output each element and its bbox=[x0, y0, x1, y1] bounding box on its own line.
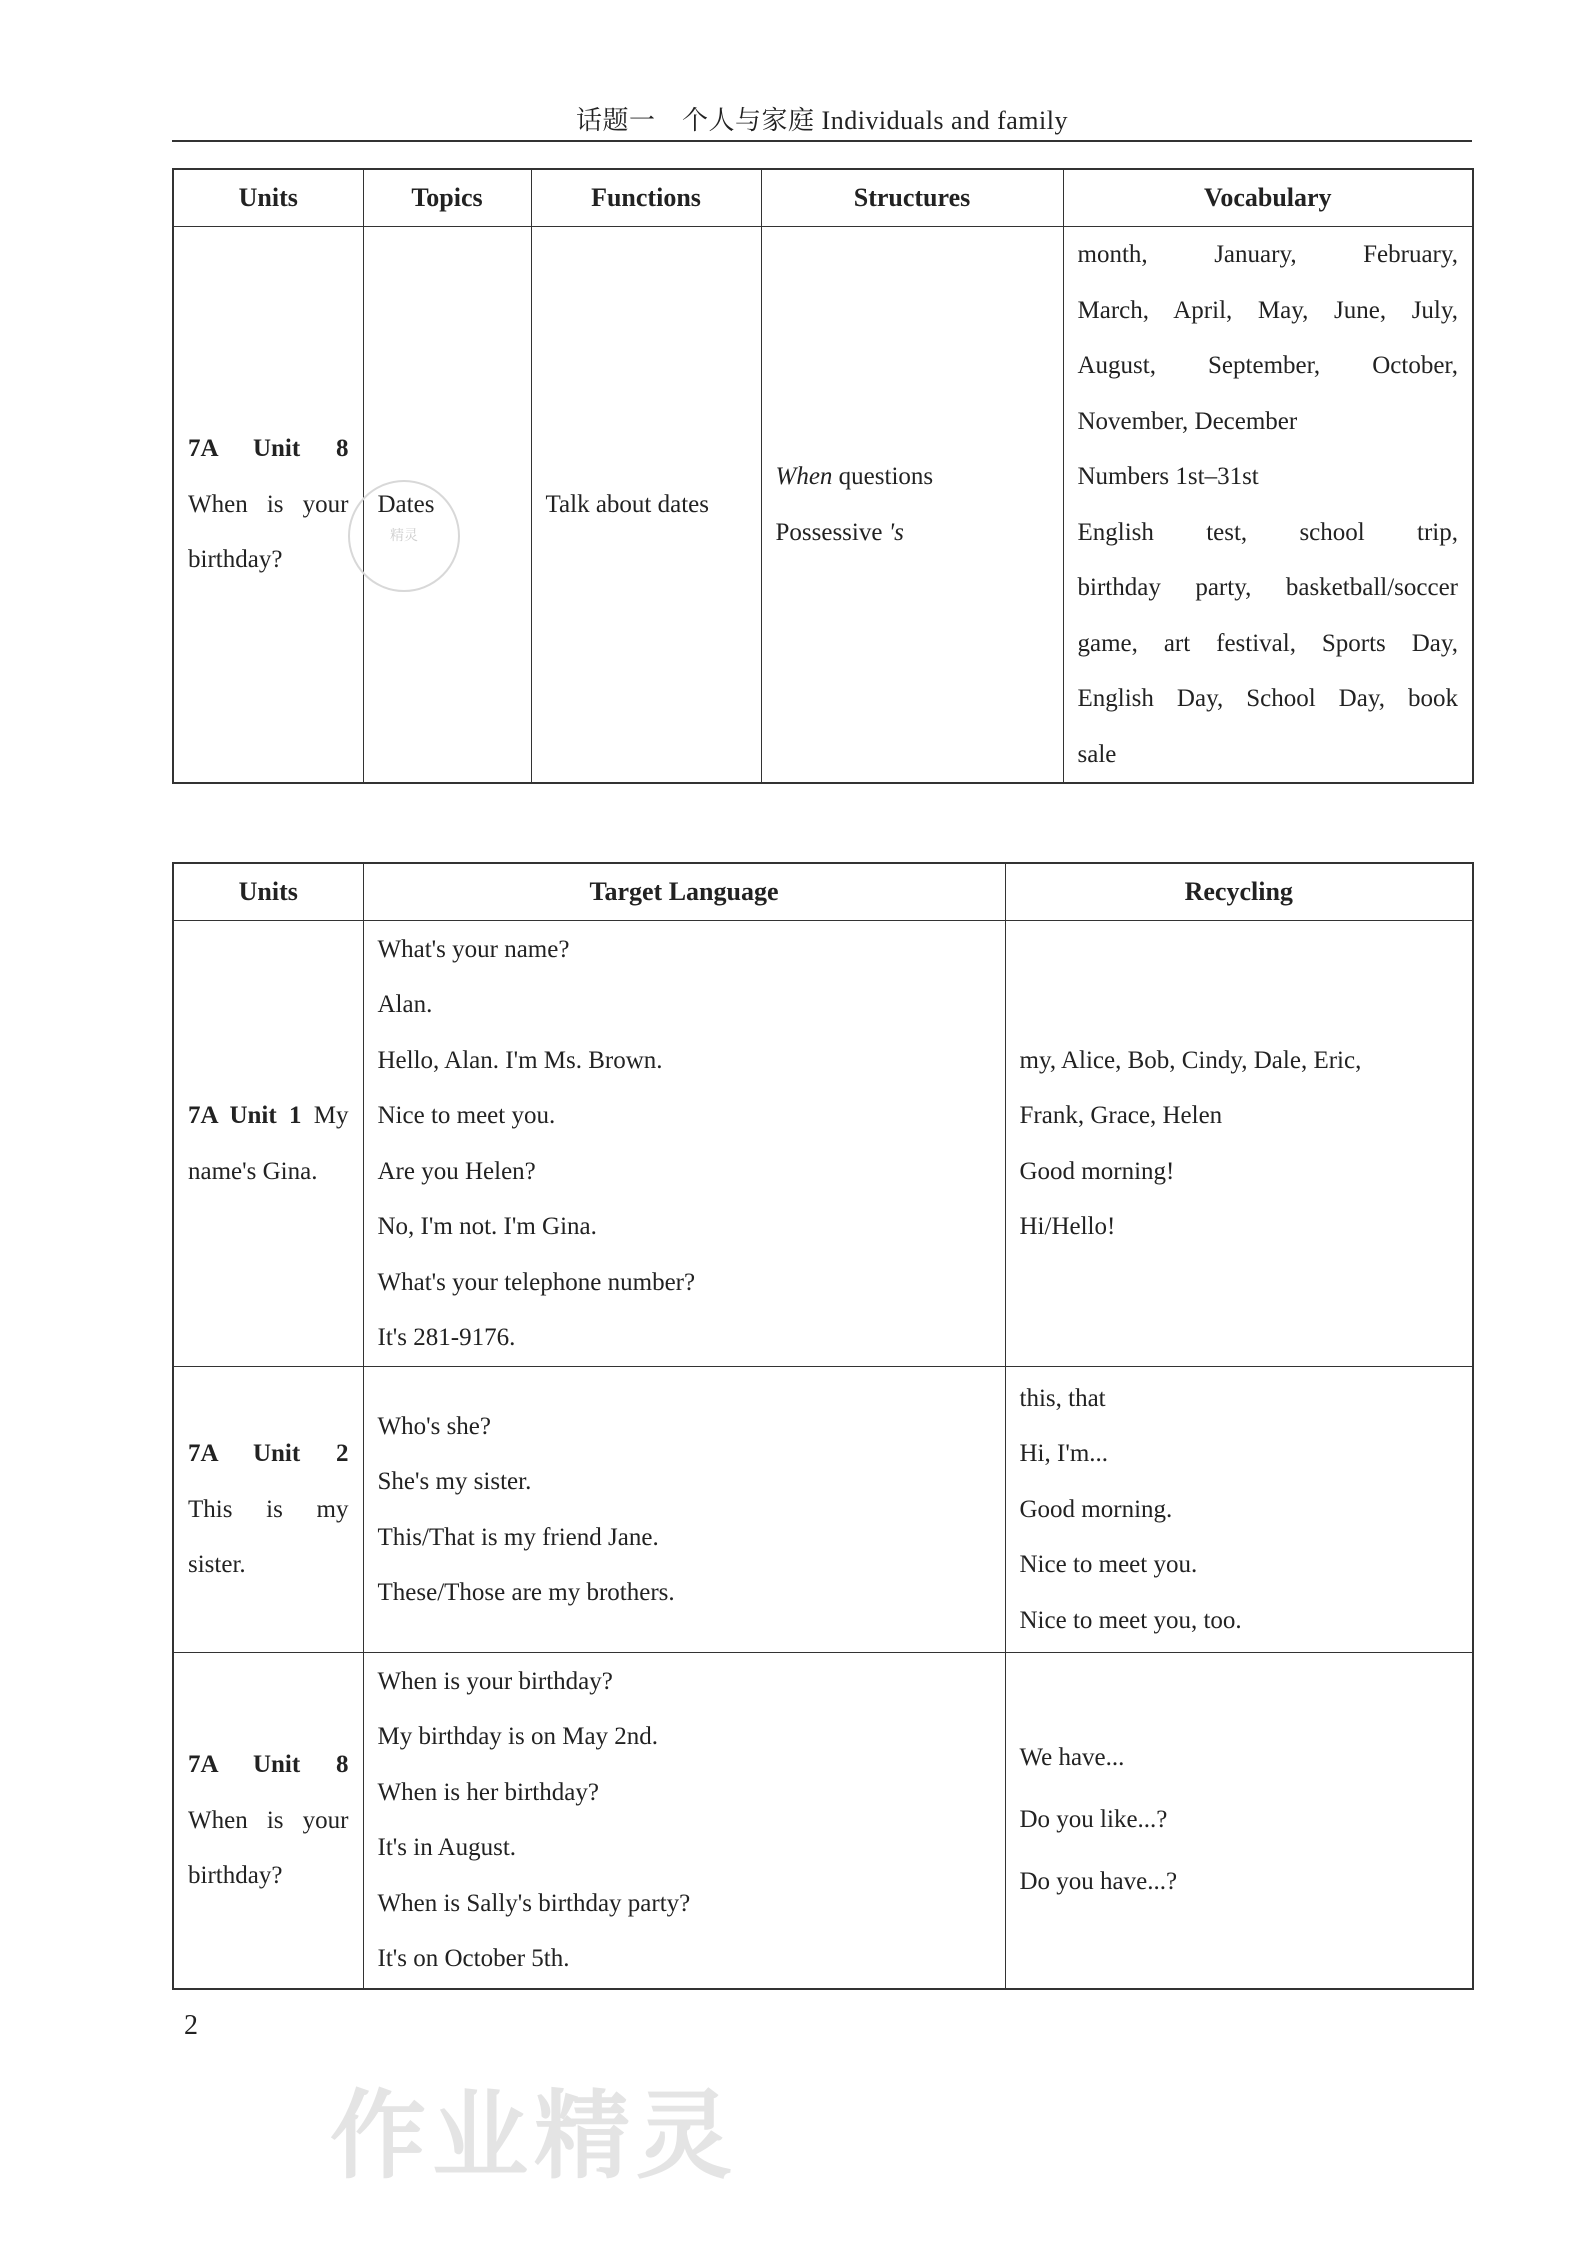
vocabulary-cell bbox=[1063, 227, 1473, 784]
target-line: It's on October 5th. bbox=[377, 1945, 570, 1973]
col-header-structures: Structures bbox=[761, 169, 1063, 227]
col-header-vocabulary: Vocabulary bbox=[1063, 169, 1473, 227]
header-rule bbox=[172, 140, 1472, 142]
unit-subtitle-line: sister. bbox=[188, 1551, 246, 1579]
target-language-cell bbox=[363, 921, 1005, 1367]
recycling-line: Frank, Grace, Helen bbox=[1019, 1102, 1223, 1129]
structure-italic: 's bbox=[888, 518, 904, 546]
unit-cell bbox=[173, 921, 363, 1367]
recycling-line: this, that bbox=[1019, 1384, 1106, 1412]
target-line: When is your birthday? bbox=[377, 1667, 613, 1695]
recycling-line: Good morning! bbox=[1019, 1157, 1175, 1185]
table-header-row bbox=[173, 863, 1473, 921]
unit-subtitle-line: When is your bbox=[188, 490, 349, 518]
unit-title: 7A Unit 8 bbox=[188, 1751, 349, 1778]
recycling-line: Hi/Hello! bbox=[1019, 1213, 1116, 1240]
vocab-line: English test, school trip, bbox=[1077, 518, 1458, 546]
vocab-line: Numbers 1st–31st bbox=[1077, 463, 1259, 490]
vocab-line: sale bbox=[1077, 740, 1117, 768]
recycling-line: Do you like...? bbox=[1019, 1806, 1168, 1834]
unit-cell bbox=[173, 1653, 363, 1989]
recycling-line: Do you have...? bbox=[1019, 1868, 1178, 1896]
running-header: 话题一 个人与家庭 Individuals and family bbox=[576, 106, 1068, 135]
table-row bbox=[173, 921, 1473, 1367]
target-line: My birthday is on May 2nd. bbox=[377, 1723, 659, 1751]
recycling-cell bbox=[1005, 921, 1473, 1367]
vocab-line: game, art festival, Sports Day, bbox=[1077, 629, 1458, 657]
unit-title-bold: 7A Unit 1 bbox=[188, 1102, 302, 1129]
recycling-line: Hi, I'm... bbox=[1019, 1440, 1109, 1468]
vocab-line: November, December bbox=[1077, 407, 1298, 435]
structure-text: questions bbox=[832, 463, 934, 490]
vocab-line: English Day, School Day, book bbox=[1077, 685, 1458, 712]
target-line: Nice to meet you. bbox=[377, 1102, 556, 1129]
col-header-target-language: Target Language bbox=[363, 863, 1005, 921]
unit-cell bbox=[173, 227, 363, 784]
target-line: Hello, Alan. I'm Ms. Brown. bbox=[377, 1046, 663, 1074]
recycling-line: We have... bbox=[1019, 1744, 1125, 1772]
structure-italic: When bbox=[775, 463, 833, 490]
target-line: Are you Helen? bbox=[377, 1157, 536, 1185]
structure-item bbox=[776, 505, 1049, 561]
target-line: It's in August. bbox=[377, 1834, 517, 1862]
page-number: 2 bbox=[184, 2010, 198, 2041]
target-language-cell bbox=[363, 1653, 1005, 1989]
target-line: What's your telephone number? bbox=[377, 1268, 696, 1296]
unit-title bbox=[188, 1088, 349, 1144]
structures-cell bbox=[761, 227, 1063, 784]
col-header-topics: Topics bbox=[363, 169, 531, 227]
unit-title: 7A Unit 8 bbox=[188, 435, 349, 463]
unit-subtitle-line: birthday? bbox=[188, 546, 283, 574]
recycling-cell bbox=[1005, 1653, 1473, 1989]
unit-title: 7A Unit 2 bbox=[188, 1440, 349, 1468]
unit-cell bbox=[173, 1367, 363, 1653]
vocabulary-table bbox=[172, 168, 1474, 784]
recycling-line: Nice to meet you, too. bbox=[1019, 1606, 1242, 1634]
target-line: What's your name? bbox=[377, 935, 570, 963]
target-line: This/That is my friend Jane. bbox=[377, 1523, 659, 1551]
target-line: When is Sally's birthday party? bbox=[377, 1889, 691, 1917]
unit-title-rest: My bbox=[301, 1102, 349, 1129]
target-line: Who's she? bbox=[377, 1412, 492, 1440]
target-line: No, I'm not. I'm Gina. bbox=[377, 1213, 597, 1240]
target-line: When is her birthday? bbox=[377, 1778, 599, 1806]
function-cell bbox=[531, 227, 761, 784]
table-row bbox=[173, 1367, 1473, 1653]
vocab-line: birthday party, basketball/soccer bbox=[1077, 574, 1458, 601]
table-row bbox=[173, 227, 1473, 784]
recycling-line: my, Alice, Bob, Cindy, Dale, Eric, bbox=[1019, 1046, 1362, 1074]
unit-subtitle-line: When is your bbox=[188, 1806, 349, 1834]
structure-text: Possessive bbox=[775, 518, 889, 546]
target-language-table bbox=[172, 862, 1474, 1990]
col-header-units: Units bbox=[173, 169, 363, 227]
target-line: She's my sister. bbox=[377, 1468, 532, 1495]
target-line: These/Those are my brothers. bbox=[377, 1579, 675, 1606]
table-header-row bbox=[173, 169, 1473, 227]
vocab-line: August, September, October, bbox=[1077, 352, 1458, 379]
recycling-line: Nice to meet you. bbox=[1019, 1551, 1198, 1579]
target-line: Alan. bbox=[377, 991, 433, 1018]
target-line: It's 281-9176. bbox=[377, 1324, 516, 1351]
unit-subtitle-line: birthday? bbox=[188, 1862, 283, 1889]
unit-subtitle-line: This is my bbox=[188, 1495, 349, 1523]
col-header-functions: Functions bbox=[531, 169, 761, 227]
vocab-line: March, April, May, June, July, bbox=[1077, 296, 1458, 324]
topic-text: Dates bbox=[377, 490, 435, 518]
recycling-line: Good morning. bbox=[1019, 1495, 1173, 1523]
function-text: Talk about dates bbox=[545, 490, 709, 518]
watermark-stamp: 精灵 bbox=[348, 480, 460, 592]
structure-item bbox=[776, 449, 1049, 505]
col-header-recycling: Recycling bbox=[1005, 863, 1473, 921]
topic-cell bbox=[363, 227, 531, 784]
unit-subtitle-line: name's Gina. bbox=[188, 1157, 318, 1185]
col-header-units: Units bbox=[173, 863, 363, 921]
vocab-line: month, January, February, bbox=[1077, 241, 1458, 268]
recycling-cell bbox=[1005, 1367, 1473, 1653]
target-language-cell bbox=[363, 1367, 1005, 1653]
table-row bbox=[173, 1653, 1473, 1989]
watermark-logo: 作业精灵 bbox=[330, 2080, 738, 2192]
